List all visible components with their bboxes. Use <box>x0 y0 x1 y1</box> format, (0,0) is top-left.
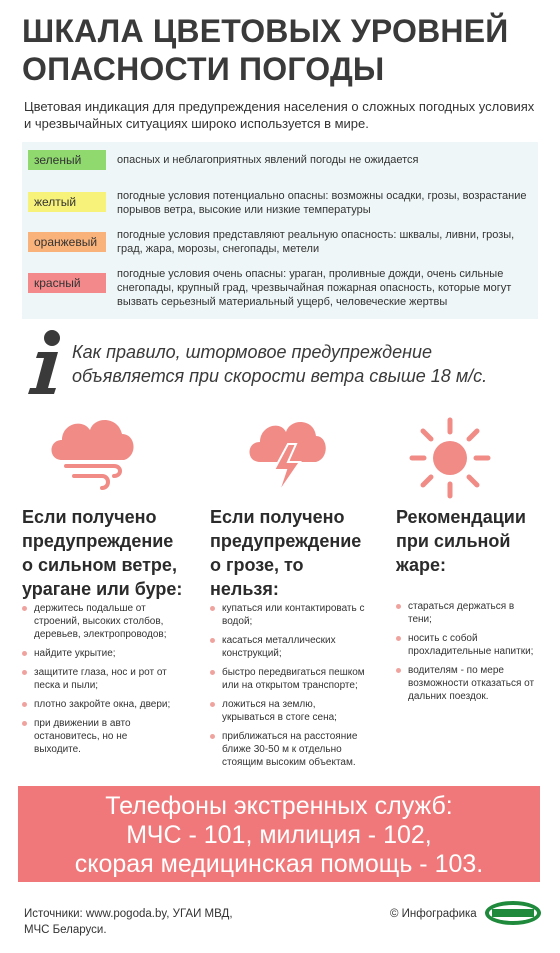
info-line-1: Как правило, штормовое предупреждение <box>72 342 433 362</box>
column-wind-list <box>22 602 172 762</box>
info-text <box>72 340 532 388</box>
heading-line: Если получено <box>22 507 157 527</box>
list-item: стараться держаться в тени; <box>396 600 536 626</box>
level-badge-yellow: желтый <box>28 192 106 212</box>
heading-line: жаре: <box>396 555 446 575</box>
danger-scale <box>22 142 538 319</box>
sources-line-1: Источники: www.pogoda.by, УГАИ МВД, <box>24 908 233 920</box>
heading-line: Рекомендации <box>396 507 526 527</box>
list-item: при движении в авто остановитесь, но не выходите. <box>22 717 172 756</box>
level-text-red: погодные условия очень опасны: ураган, проливные дожди, очень сильные снегопады, крупный град, чрезвычайная пожарная опасность, которые могут вызвать серьезный материальный ущерб, человеческие жертвы <box>117 268 512 308</box>
heading-line: урагане или буре: <box>22 579 183 599</box>
heading-line: предупреждение <box>22 531 174 551</box>
list-item: водителям - по мере возможности отказаться от дальних поездок. <box>396 664 536 703</box>
column-thunder-list <box>210 602 370 775</box>
level-text-yellow: погодные условия потенциально опасны: возможны осадки, грозы, возрастание порывов ветра, высокие или низкие температуры <box>117 190 527 216</box>
list-item: плотно закройте окна, двери; <box>22 698 172 711</box>
heading-line: о грозе, то <box>210 555 304 575</box>
intro-text: Цветовая индикация для предупреждения населения о сложных погодных условиях и чрезвычайных ситуациях широко используется в мире. <box>24 99 535 131</box>
list-item: приближаться на расстояние ближе 30-50 м к отдельно стоящим высоким объектам. <box>210 730 370 769</box>
info-icon <box>22 328 72 394</box>
title-line-1: ШКАЛА ЦВЕТОВЫХ УРОВНЕЙ <box>22 13 509 49</box>
page-title <box>22 12 552 88</box>
list-item: ложиться на землю, укрываться в стоге сена; <box>210 698 370 724</box>
phones-line-1: Телефоны экстренных служб: <box>105 792 453 820</box>
list-item: быстро передвигаться пешком или на открытом транспорте; <box>210 666 370 692</box>
list-item: касаться металлических конструкций; <box>210 634 370 660</box>
level-badge-green: зеленый <box>28 150 106 170</box>
column-heat-list <box>396 600 536 709</box>
list-item: держитесь подальше от строений, высоких столбов, деревьев, электропроводов; <box>22 602 172 641</box>
wind-cloud-icon <box>44 410 140 494</box>
heading-line: нельзя: <box>210 579 279 599</box>
list-item: защитите глаза, нос и рот от песка и пыли; <box>22 666 172 692</box>
level-badge-orange: оранжевый <box>28 232 106 252</box>
column-heat-heading <box>396 505 546 577</box>
level-badge-red: красный <box>28 273 106 293</box>
sources-line-2: МЧС Беларуси. <box>24 924 107 936</box>
list-item: найдите укрытие; <box>22 647 172 660</box>
thunder-cloud-icon <box>246 410 326 494</box>
column-wind-heading <box>22 505 202 601</box>
sources <box>24 906 284 938</box>
info-line-2: объявляется при скорости ветра свыше 18 м/с. <box>72 366 488 386</box>
belta-logo <box>484 900 542 926</box>
level-text-green: опасных и неблагоприятных явлений погоды не ожидается <box>117 154 419 166</box>
credit: © Инфографика <box>390 908 477 920</box>
phones-line-3: скорая медицинская помощь - 103. <box>74 850 484 878</box>
emergency-phones-banner <box>18 786 540 882</box>
phones-line-2: МЧС - 101, милиция - 102, <box>126 821 432 849</box>
heading-line: при сильной <box>396 531 511 551</box>
title-line-2: ОПАСНОСТИ ПОГОДЫ <box>22 51 385 87</box>
heading-line: Если получено <box>210 507 345 527</box>
list-item: носить с собой прохладительные напитки; <box>396 632 536 658</box>
list-item: купаться или контактировать с водой; <box>210 602 370 628</box>
column-thunder-heading <box>210 505 390 601</box>
level-text-orange: погодные условия представляют реальную опасность: шквалы, ливни, грозы, град, жара, морозы, снегопады, метели <box>117 229 515 255</box>
sun-icon <box>408 416 492 500</box>
heading-line: предупреждение <box>210 531 362 551</box>
heading-line: о сильном ветре, <box>22 555 177 575</box>
